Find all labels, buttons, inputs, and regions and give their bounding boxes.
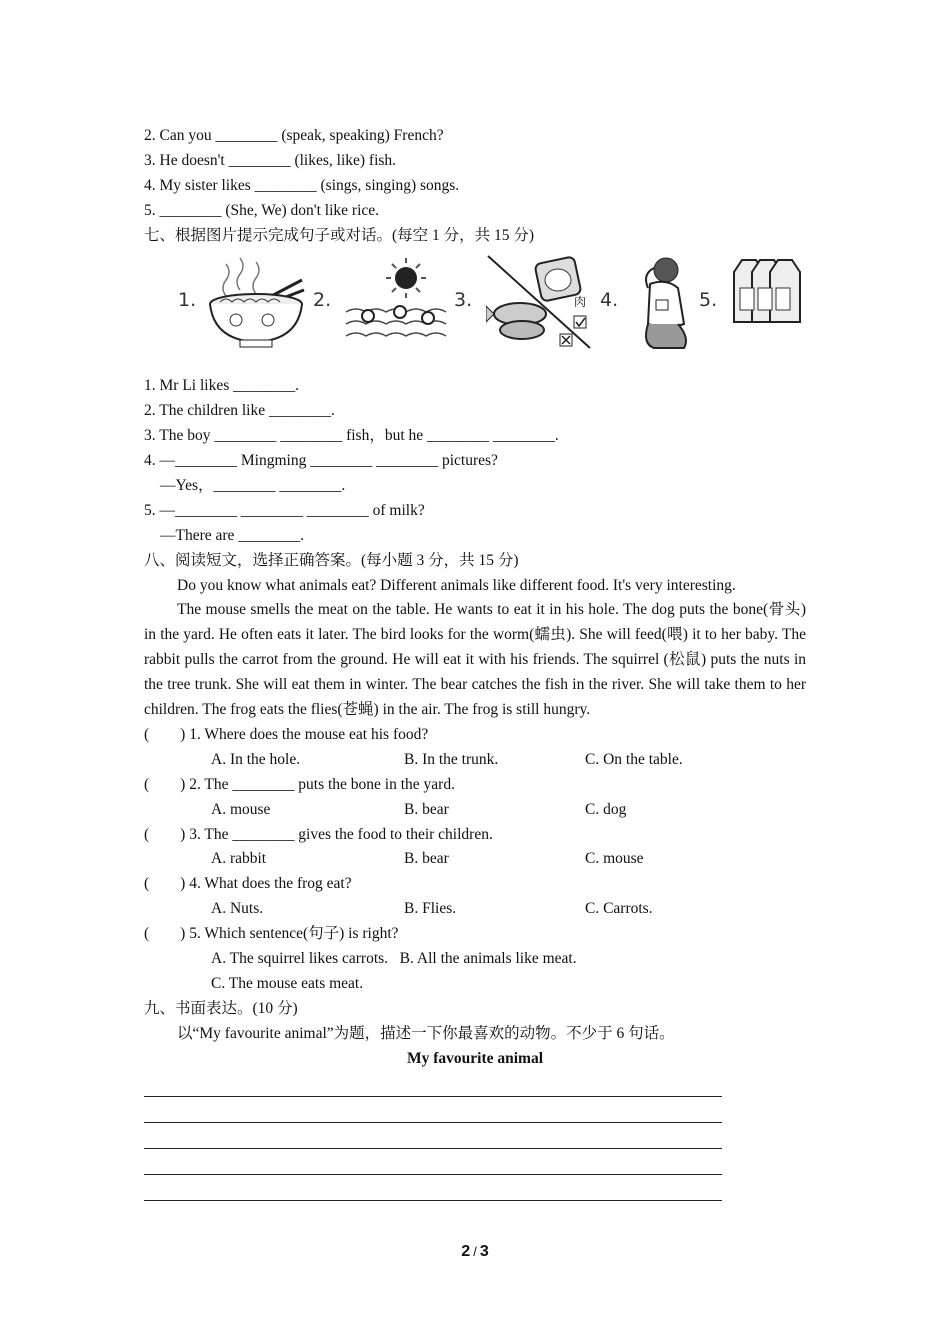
s6-item-4: 4. My sister likes ________ (sings, singing) songs. [144, 176, 460, 194]
q1-option-b: B. In the trunk. [404, 750, 499, 768]
children-swimming-icon [344, 254, 450, 350]
reading-paragraph-2: The mouse smells the meat on the table. He wants to eat it in his hole. The dog puts the bone(骨头) in the yard. He often eats it later. The bird looks for the worm(蠕虫). She will feed(喂) it to her baby. The rabbit pulls the carrot from the ground. He will eat it with his friends. The squirrel (松鼠) puts the nuts in the tree trunk. She will eat them in winter. The bear catches the fish in the river. She will take them to her children. The frog eats the flies(苍蝇) in the air. The frog is still hungry. [144, 601, 806, 719]
question-1-options [144, 748, 806, 773]
question-4: ( ) 4. What does the frog eat? [144, 875, 352, 893]
question-2-options [144, 798, 806, 823]
page-number [0, 1243, 950, 1261]
question-5-options-ab [144, 947, 806, 972]
q2-option-b: B. bear [404, 800, 449, 818]
s7-item-5-answer: —There are ________. [160, 526, 305, 544]
svg-text:肉: 肉 [574, 295, 587, 310]
q1-option-c: C. On the table. [585, 750, 683, 768]
writing-title: My favourite animal [406, 1049, 544, 1067]
writing-line-5[interactable] [144, 1176, 722, 1201]
q1-option-a: A. In the hole. [211, 750, 301, 768]
question-3: ( ) 3. The ________ gives the food to their children. [144, 825, 493, 843]
writing-line-4[interactable] [144, 1150, 722, 1175]
reading-paragraph-1: Do you know what animals eat? Different animals like different food. It's very interesting. [177, 576, 736, 594]
pic-number-5: 5. [699, 289, 718, 312]
page-separator: / [473, 1244, 477, 1259]
pic-number-2: 2. [313, 289, 332, 312]
section8-heading: 八、阅读短文，选择正确答案。(每小题 3 分，共 15 分) [144, 551, 519, 569]
section9-heading: 九、书面表达。(10 分) [144, 999, 298, 1017]
picture-hints-row [144, 254, 806, 374]
pic-number-1: 1. [178, 289, 197, 312]
question-1: ( ) 1. Where does the mouse eat his food? [144, 726, 429, 744]
writing-line-2[interactable] [144, 1098, 722, 1123]
q4-option-b: B. Flies. [404, 900, 457, 918]
milk-cartons-icon [730, 254, 804, 330]
s7-item-1: 1. Mr Li likes ________. [144, 377, 299, 395]
pic-number-3: 3. [454, 289, 473, 312]
s7-item-2: 2. The children like ________. [144, 402, 335, 420]
q4-option-c: C. Carrots. [585, 900, 653, 918]
writing-line-3[interactable] [144, 1124, 722, 1149]
s7-item-5: 5. —________ ________ ________ of milk? [144, 501, 425, 519]
question-5-options-c [144, 972, 806, 997]
total-pages: 3 [479, 1243, 489, 1260]
q2-option-a: A. mouse [211, 800, 271, 818]
question-3-options [144, 847, 806, 872]
question-4-options [144, 897, 806, 922]
q5-option-c: C. The mouse eats meat. [211, 974, 364, 992]
s6-item-2: 2. Can you ________ (speak, speaking) French? [144, 127, 444, 144]
writing-instruction: 以“My favourite animal”为题，描述一下你最喜欢的动物。不少于 6 句话。 [177, 1024, 675, 1042]
worksheet-page [144, 124, 806, 1201]
fish-yes-meat-no-icon [486, 254, 594, 352]
current-page: 2 [461, 1243, 471, 1260]
noodle-bowl-icon [206, 254, 310, 350]
q4-option-a: A. Nuts. [211, 900, 264, 918]
s6-item-5: 5. ________ (She, We) don't like rice. [144, 201, 380, 219]
q3-option-b: B. bear [404, 850, 449, 868]
s7-item-4: 4. —________ Mingming ________ ________ pictures? [144, 452, 498, 470]
s7-item-4-answer: —Yes，________ ________. [160, 477, 346, 495]
question-5: ( ) 5. Which sentence(句子) is right? [144, 925, 399, 943]
q3-option-a: A. rabbit [211, 850, 267, 868]
section7-heading: 七、根据图片提示完成句子或对话。(每空 1 分，共 15 分) [144, 226, 535, 244]
writing-line-1[interactable] [144, 1072, 722, 1097]
q2-option-c: C. dog [585, 800, 627, 818]
s7-item-3: 3. The boy ________ ________ fish，but he ________ ________. [144, 427, 559, 445]
q5-option-ab: A. The squirrel likes carrots. B. All the animals like meat. [211, 950, 577, 968]
q3-option-c: C. mouse [585, 850, 644, 868]
question-2: ( ) 2. The ________ puts the bone in the yard. [144, 775, 455, 793]
s6-item-3: 3. He doesn't ________ (likes, like) fish. [144, 151, 397, 169]
pic-number-4: 4. [600, 289, 619, 312]
girl-painting-icon [630, 254, 696, 352]
